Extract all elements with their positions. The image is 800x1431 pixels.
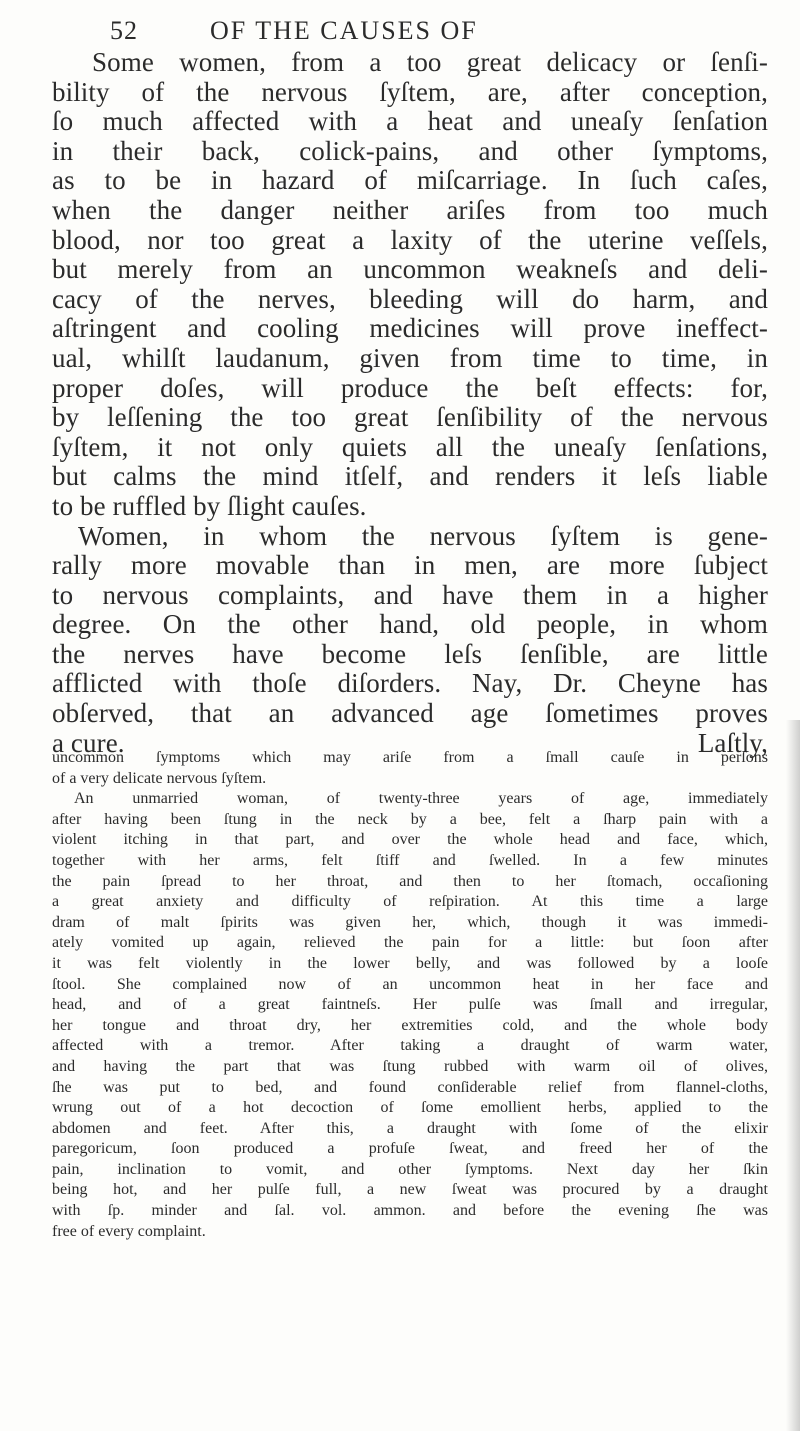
footnote-line: uncommon ſymptoms which may ariſe from a ſmall cauſe in perſons — [52, 749, 768, 766]
footnote-line: An unmarried woman, of twenty-three years of age, immediately — [74, 790, 768, 808]
footnote-line: wrung out of a hot decoction of ſome emollient herbs, applied to the — [52, 1099, 768, 1117]
catchword: Laſtly, — [697, 728, 768, 758]
page-header — [110, 10, 710, 50]
footnote-line: and having the part that was ſtung rubbed with warm oil of olives, — [52, 1057, 768, 1075]
text-line-end: a cure. — [52, 728, 125, 758]
text-line: proper doſes, will produce the beſt effects: for, — [52, 373, 768, 403]
text-line: but calms the mind itſelf, and renders it leſs liable — [52, 462, 768, 492]
footnote-line: head, and of a great faintneſs. Her pulſe was ſmall and irregular, — [52, 996, 768, 1014]
footnote-line: violent itching in that part, and over the whole head and face, which, — [52, 831, 768, 849]
footnote-line: ſtool. She complained now of an uncommon heat in her face and — [52, 975, 768, 993]
footnote-line: a great anxiety and difficulty of reſpiration. At this time a large — [52, 893, 768, 911]
text-line: as to be in hazard of miſcarriage. In ſuch caſes, — [52, 166, 768, 196]
footnote-line: paregoricum, ſoon produced a profuſe ſweat, and freed her of the — [52, 1140, 768, 1158]
running-head: OF THE CAUSES OF — [210, 16, 478, 45]
footnote-line: her tongue and throat dry, her extremities cold, and the whole body — [52, 1016, 768, 1034]
footnote-line: being hot, and her pulſe full, a new ſweat was procured by a draught — [52, 1181, 768, 1199]
page-number: 52 — [110, 16, 138, 45]
footnote-line: it was felt violently in the lower belly, and was followed by a looſe — [52, 954, 768, 972]
footnote-line: free of every complaint. — [52, 1222, 206, 1240]
footnote — [52, 748, 768, 1242]
text-line: ual, whilſt laudanum, given from time to time, in — [52, 343, 768, 373]
text-line: but merely from an uncommon weakneſs and deli- — [52, 255, 768, 285]
text-line: obſerved, that an advanced age ſometimes proves — [52, 699, 768, 729]
footnote-line: dram of malt ſpirits was given her, which, though it was immedi- — [52, 913, 768, 931]
footnote-line: the pain ſpread to her throat, and then to her ſtomach, occaſioning — [52, 872, 768, 890]
text-line: rally more movable than in men, are more ſubject — [52, 551, 768, 581]
text-line: Some women, from a too great delicacy or ſenſi- — [92, 48, 768, 77]
text-line: the nerves have become leſs ſenſible, are little — [52, 639, 768, 669]
text-line: ſo much affected with a heat and uneaſy ſenſation — [52, 107, 768, 137]
text-line: Women, in whom the nervous ſyſtem is gene- — [78, 521, 768, 551]
text-line: aſtringent and cooling medicines will prove ineffect- — [52, 314, 768, 344]
footnote-line: together with her arms, felt ſtiff and ſwelled. In a few minutes — [52, 851, 768, 869]
text-line: when the danger neither ariſes from too much — [52, 195, 768, 225]
main-text — [52, 48, 768, 758]
text-line: blood, nor too great a laxity of the uterine veſſels, — [52, 225, 768, 255]
text-line: degree. On the other hand, old people, in whom — [52, 610, 768, 640]
text-line: in their back, colick-pains, and other ſymptoms, — [52, 136, 768, 166]
text-line: bility of the nervous ſyſtem, are, after conception, — [52, 77, 768, 107]
footnote-line: ſhe was put to bed, and found conſiderable relief from flannel-cloths, — [52, 1078, 768, 1096]
text-line: cacy of the nerves, bleeding will do harm, and — [52, 284, 768, 314]
text-line: to nervous complaints, and have them in a higher — [52, 580, 768, 610]
footnote-line: abdomen and feet. After this, a draught with ſome of the elixir — [52, 1119, 768, 1137]
text-line: ſyſtem, it not only quiets all the uneaſy ſenſations, — [52, 432, 768, 462]
text-line: by leſſening the too great ſenſibility of the nervous — [52, 403, 768, 433]
page-edge-shadow — [786, 720, 800, 1431]
footnote-line: after having been ſtung in the neck by a bee, felt a ſharp pain with a — [52, 810, 768, 828]
footnote-line: of a very delicate nervous ſyſtem. — [52, 769, 267, 787]
footnote-line: with ſp. minder and ſal. vol. ammon. and before the evening ſhe was — [52, 1202, 768, 1220]
footnote-line: ately vomited up again, relieved the pain for a little: but ſoon after — [52, 934, 768, 952]
footnote-line: pain, inclination to vomit, and other ſymptoms. Next day her ſkin — [52, 1160, 768, 1178]
footnote-line: affected with a tremor. After taking a draught of warm water, — [52, 1037, 768, 1055]
text-line: to be ruffled by ſlight cauſes. — [52, 491, 367, 521]
text-line: afflicted with thoſe diſorders. Nay, Dr. Cheyne has — [52, 669, 768, 699]
